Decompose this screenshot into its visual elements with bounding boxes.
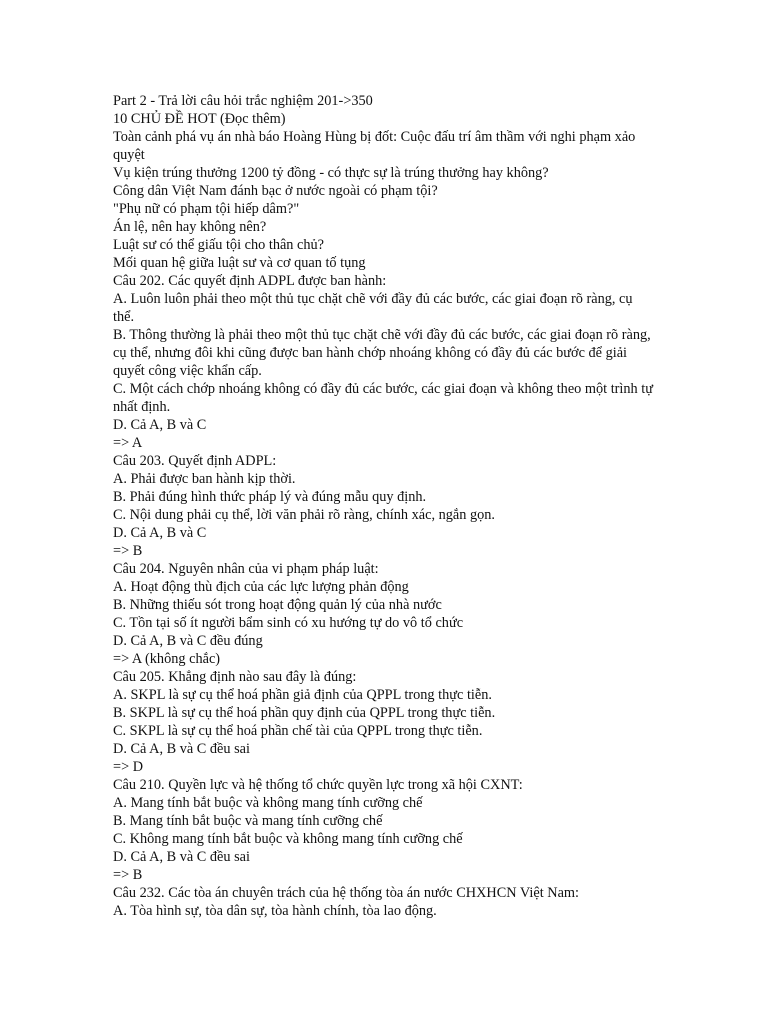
question-204-option-c: C. Tồn tại số ít người bẩm sinh có xu hướng tự do vô tổ chức	[113, 615, 464, 631]
hot-topic-1: Toàn cảnh phá vụ án nhà báo Hoàng Hùng bị đốt: Cuộc đấu trí âm thầm với nghi phạm xảo quyệt	[113, 129, 636, 163]
question-202-answer: => A	[113, 435, 143, 451]
question-203-option-a: A. Phải được ban hành kịp thời.	[113, 471, 296, 487]
hot-topic-7: Mối quan hệ giữa luật sư và cơ quan tố tụng	[113, 255, 366, 271]
question-210-option-d: D. Cả A, B và C đều sai	[113, 849, 250, 865]
hot-topic-2: Vụ kiện trúng thưởng 1200 tỷ đồng - có thực sự là trúng thưởng hay không?	[113, 165, 549, 181]
question-202-option-d: D. Cả A, B và C	[113, 417, 207, 433]
question-203-option-b: B. Phải đúng hình thức pháp lý và đúng mẫu quy định.	[113, 489, 427, 505]
question-205-option-a: A. SKPL là sự cụ thể hoá phần giả định của QPPL trong thực tiễn.	[113, 687, 492, 703]
question-210: Câu 210. Quyền lực và hệ thống tổ chức quyền lực trong xã hội CXNT:	[113, 777, 523, 793]
question-210-answer: => B	[113, 867, 143, 883]
question-232: Câu 232. Các tòa án chuyên trách của hệ thống tòa án nước CHXHCN Việt Nam:	[113, 885, 580, 901]
question-202-option-b: B. Thông thường là phải theo một thủ tục chặt chẽ với đầy đủ các bước, các giai đoạn rõ ràng, cụ thể, nhưng đôi khi cũng được ban hành chớp nhoáng không có đầy đủ các bước để giải quyết công việc khẩn cấp.	[113, 327, 651, 379]
question-205-option-d: D. Cả A, B và C đều sai	[113, 741, 250, 757]
question-205-answer: => D	[113, 759, 144, 775]
question-205-option-b: B. SKPL là sự cụ thể hoá phần quy định của QPPL trong thực tiễn.	[113, 705, 496, 721]
question-203: Câu 203. Quyết định ADPL:	[113, 453, 277, 469]
question-203-option-c: C. Nội dung phải cụ thể, lời văn phải rõ ràng, chính xác, ngắn gọn.	[113, 507, 495, 523]
question-210-option-c: C. Không mang tính bắt buộc và không mang tính cưỡng chế	[113, 831, 463, 847]
question-202: Câu 202. Các quyết định ADPL được ban hành:	[113, 273, 387, 289]
hot-topic-3: Công dân Việt Nam đánh bạc ở nước ngoài có phạm tội?	[113, 183, 438, 199]
question-232-option-a: A. Tòa hình sự, tòa dân sự, tòa hành chính, tòa lao động.	[113, 903, 437, 919]
question-204-option-b: B. Những thiếu sót trong hoạt động quản lý của nhà nước	[113, 597, 442, 613]
question-203-option-d: D. Cả A, B và C	[113, 525, 207, 541]
question-204-option-d: D. Cả A, B và C đều đúng	[113, 633, 263, 649]
hot-topic-5: Án lệ, nên hay không nên?	[113, 219, 267, 235]
hot-topics-heading: 10 CHỦ ĐỀ HOT (Đọc thêm)	[113, 111, 286, 127]
question-205-option-c: C. SKPL là sự cụ thể hoá phần chế tài của QPPL trong thực tiễn.	[113, 723, 483, 739]
question-204: Câu 204. Nguyên nhân của vi phạm pháp luật:	[113, 561, 379, 577]
document-title: Part 2 - Trả lời câu hỏi trắc nghiệm 201->350	[113, 93, 373, 109]
question-204-option-a: A. Hoạt động thù địch của các lực lượng phản động	[113, 579, 409, 595]
question-210-option-b: B. Mang tính bắt buộc và mang tính cưỡng chế	[113, 813, 383, 829]
question-205: Câu 205. Khẳng định nào sau đây là đúng:	[113, 669, 357, 685]
hot-topic-4: "Phụ nữ có phạm tội hiếp dâm?"	[113, 201, 300, 217]
question-202-option-a: A. Luôn luôn phải theo một thủ tục chặt chẽ với đầy đủ các bước, các giai đoạn rõ ràng, cụ thể.	[113, 291, 633, 325]
question-203-answer: => B	[113, 543, 143, 559]
hot-topic-6: Luật sư có thể giấu tội cho thân chủ?	[113, 237, 325, 253]
document-page	[113, 92, 653, 920]
question-204-answer: => A (không chắc)	[113, 651, 221, 667]
question-210-option-a: A. Mang tính bắt buộc và không mang tính cưỡng chế	[113, 795, 423, 811]
question-202-option-c: C. Một cách chớp nhoáng không có đầy đủ các bước, các giai đoạn và không theo một trình tự nhất định.	[113, 381, 654, 415]
